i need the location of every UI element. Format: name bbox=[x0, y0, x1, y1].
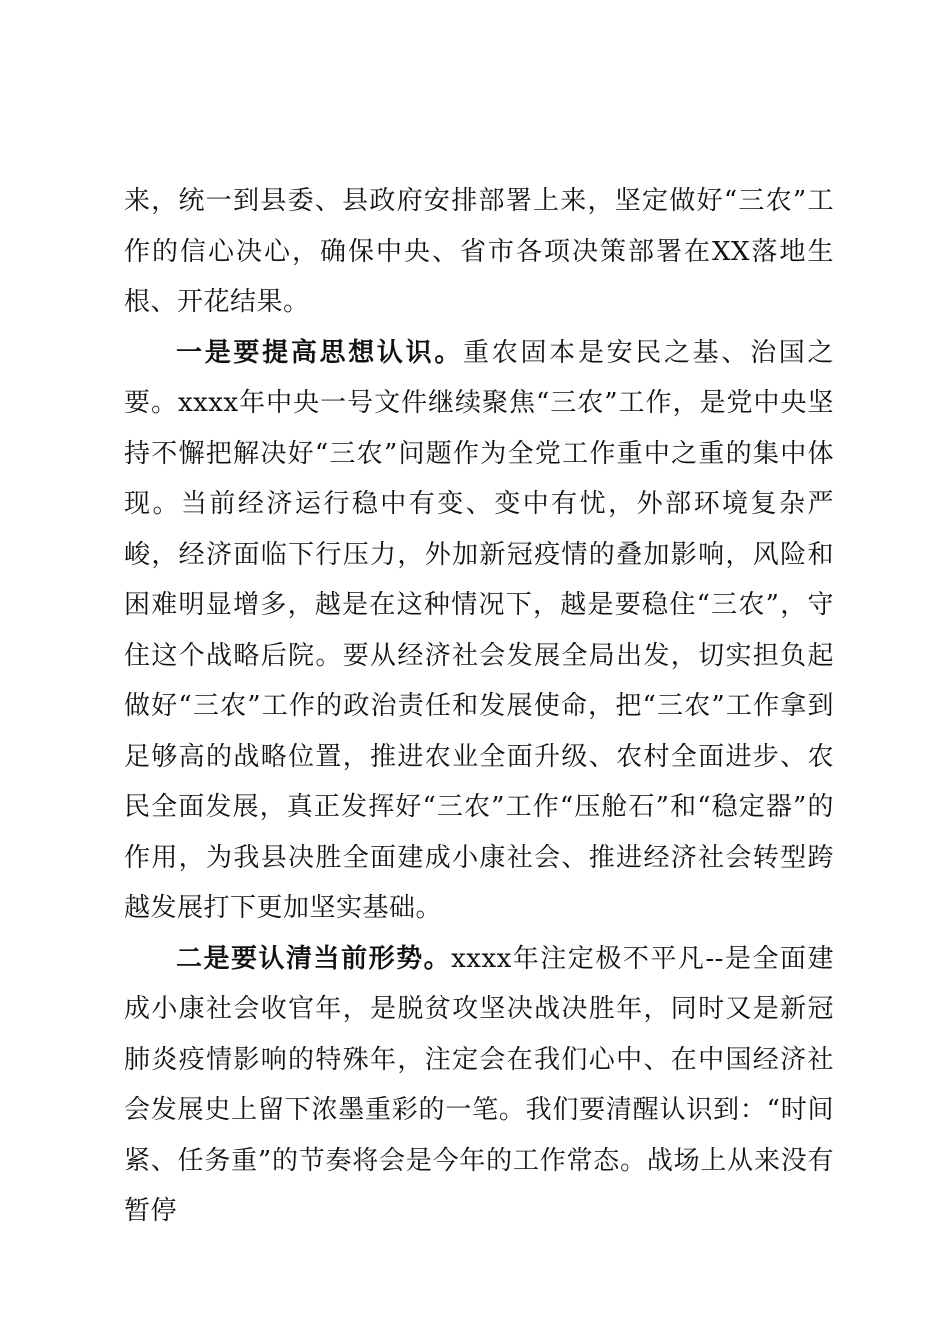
paragraph-text: 来，统一到县委、县政府安排部署上来，坚定做好“三农”工作的信心决心，确保中央、省市各项决策部署在XX落地生根、开花结果。 bbox=[124, 186, 834, 317]
paragraph-thinking bbox=[124, 328, 834, 934]
paragraph-text: xxxx年注定极不平凡--是全面建成小康社会收官年，是脱贫攻坚决战决胜年，同时又是新冠肺炎疫情影响的特殊年，注定会在我们心中、在中国经济社会发展史上留下浓墨重彩的一笔。我们要清醒认识到：“时间紧、任务重”的节奏将会是今年的工作常态。战场上从来没有暂停 bbox=[124, 943, 834, 1226]
paragraph-heading: 二是要认清当前形势。 bbox=[176, 943, 452, 974]
paragraph-heading: 一是要提高思想认识。 bbox=[176, 337, 464, 368]
document-body bbox=[124, 176, 834, 1237]
paragraph-text: 重农固本是安民之基、治国之要。xxxx年中央一号文件继续聚焦“三农”工作，是党中央坚持不懈把解决好“三农”问题作为全党工作重中之重的集中体现。当前经济运行稳中有变、变中有忧，外部环境复杂严峻，经济面临下行压力，外加新冠疫情的叠加影响，风险和困难明显增多，越是在这种情况下，越是要稳住“三农”，守住这个战略后院。要从经济社会发展全局出发，切实担负起做好“三农”工作的政治责任和发展使命，把“三农”工作拿到足够高的战略位置，推进农业全面升级、农村全面进步、农民全面发展，真正发挥好“三农”工作“压舱石”和“稳定器”的作用，为我县决胜全面建成小康社会、推进经济社会转型跨越发展打下更加坚实基础。 bbox=[124, 337, 834, 923]
paragraph-situation bbox=[124, 934, 834, 1237]
paragraph-continuation bbox=[124, 176, 834, 328]
